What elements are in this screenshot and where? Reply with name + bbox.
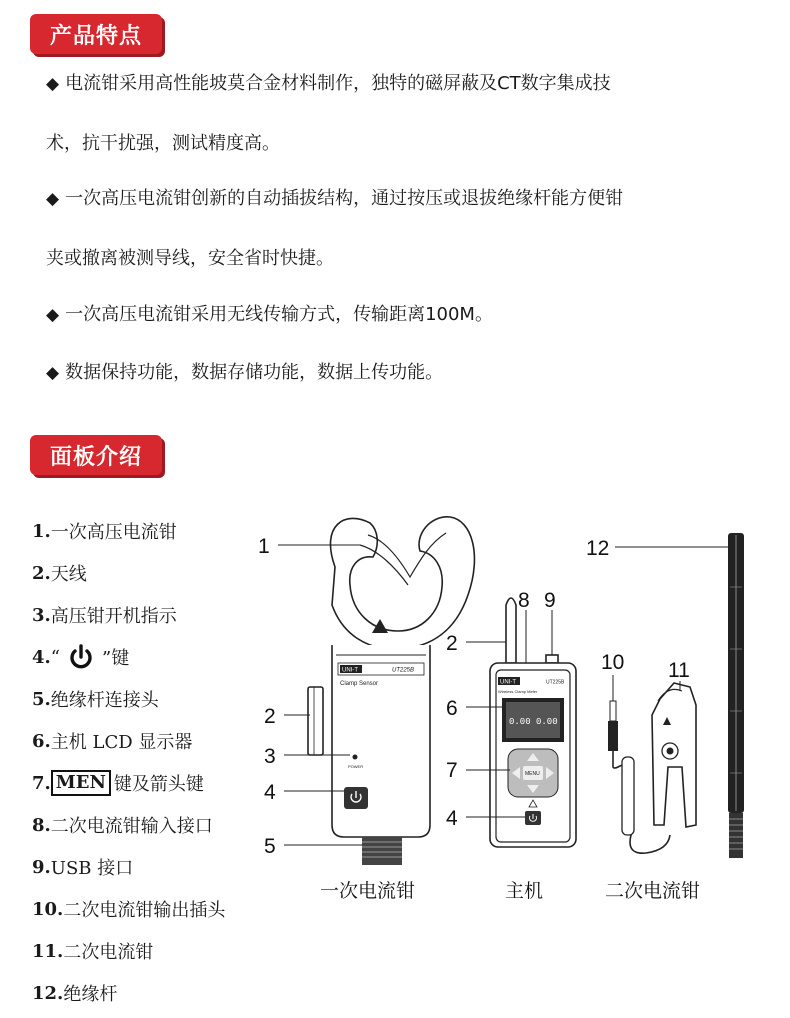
callout-6: 6 <box>446 697 458 720</box>
brand-text: UNI-T <box>342 667 358 674</box>
part-label: 键及箭头键 <box>113 774 204 795</box>
bullet-icon: ◆ <box>46 305 60 325</box>
callout-11: 11 <box>668 659 690 682</box>
callout-7: 7 <box>446 759 458 782</box>
bullet-icon: ◆ <box>46 189 60 209</box>
part-number: 8. <box>32 814 51 836</box>
secondary-clamp-illustration <box>608 683 696 853</box>
part-number: 2. <box>32 562 51 584</box>
feature-item-3 <box>46 302 766 328</box>
host-brand-text: UNI-T <box>500 679 516 686</box>
part-number: 3. <box>32 604 51 626</box>
part-item <box>32 846 225 888</box>
callout-4-clamp: 4 <box>264 781 276 804</box>
part-number: 6. <box>32 730 51 752</box>
part-item <box>32 762 225 804</box>
bullet-icon: ◆ <box>46 74 60 94</box>
feature-item-2-cont <box>46 246 766 272</box>
host-meter-illustration <box>490 598 576 847</box>
feature-line: 一次高压电流钳采用无线传输方式，传输距离100M。 <box>65 304 493 325</box>
rod-grip <box>729 813 743 858</box>
part-number: 5. <box>32 688 51 710</box>
part-label: 一次高压电流钳 <box>50 522 177 543</box>
callout-10: 10 <box>601 651 625 674</box>
part-number: 4. <box>32 646 51 668</box>
part-number: 1. <box>32 520 51 542</box>
part-label: 天线 <box>50 564 87 585</box>
part-item <box>32 720 225 762</box>
feature-item-4 <box>46 360 766 386</box>
part-item <box>32 678 225 720</box>
host-antenna <box>506 598 516 663</box>
callout-2-host: 2 <box>446 632 458 655</box>
caption-secondary-clamp: 二次电流钳 <box>605 880 701 902</box>
part-label: 主机 LCD 显示器 <box>50 732 193 753</box>
feature-item-1 <box>46 71 766 97</box>
callout-12: 12 <box>586 537 610 560</box>
part-label: 二次电流钳 <box>63 942 154 963</box>
part-item <box>32 594 225 636</box>
part-label: 高压钳开机指示 <box>50 606 177 627</box>
part-item <box>32 510 225 552</box>
part-item <box>32 972 225 1014</box>
features-title-banner: 产品特点 <box>30 14 162 54</box>
part-number: 9. <box>32 856 51 878</box>
part-number: 10. <box>32 898 64 920</box>
feature-line: 一次高压电流钳创新的自动插拔结构，通过按压或退拔绝缘杆能方便钳 <box>65 188 624 209</box>
part-item <box>32 552 225 594</box>
feature-line: 夹或撤离被测导线，安全省时快捷。 <box>46 248 334 269</box>
clamp-sensor-text: Clamp Sensor <box>340 681 379 687</box>
usb-port <box>546 655 558 663</box>
part-label: 二次电流钳输入接口 <box>50 816 213 837</box>
men-key-box: MEN <box>51 770 111 796</box>
part-label-close-quote: ”键 <box>102 648 130 669</box>
part-label: USB 接口 <box>50 858 134 879</box>
menu-key-text: MENU <box>525 771 540 777</box>
callout-3: 3 <box>264 745 276 768</box>
clamp-antenna <box>308 687 323 755</box>
callout-2-clamp: 2 <box>264 705 276 728</box>
insulation-rod-connector <box>362 837 402 865</box>
clamp-jaws <box>330 517 474 649</box>
part-label: 绝缘杆 <box>63 984 118 1005</box>
plug-handle <box>608 721 618 751</box>
feature-line: 电流钳采用高性能坡莫合金材料制作，独特的磁屏蔽及CT数字集成技 <box>65 73 611 94</box>
feature-line: 术，抗干扰强，测试精度高。 <box>46 133 280 154</box>
callout-9: 9 <box>544 589 556 612</box>
part-item <box>32 636 225 678</box>
panel-title-banner: 面板介绍 <box>30 435 162 475</box>
part-number: 7. <box>32 772 51 794</box>
clamp-model-text: UT225B <box>392 667 415 674</box>
caption-primary-clamp: 一次电流钳 <box>320 880 416 902</box>
feature-item-2 <box>46 186 766 212</box>
callout-5: 5 <box>264 835 276 858</box>
host-model-text: UT225B <box>546 679 565 686</box>
power-icon <box>66 644 96 670</box>
callout-8: 8 <box>518 589 530 612</box>
power-led <box>353 755 358 760</box>
device-diagram <box>250 505 780 910</box>
part-number: 11. <box>32 940 64 962</box>
part-label: 绝缘杆连接头 <box>50 690 159 711</box>
callout-1: 1 <box>258 535 270 558</box>
feature-line: 数据保持功能，数据存储功能，数据上传功能。 <box>65 362 444 383</box>
part-label: 二次电流钳输出插头 <box>63 900 226 921</box>
part-label-open-quote: “ <box>50 646 60 668</box>
insulation-rod-illustration <box>728 533 744 858</box>
output-plug <box>610 701 616 721</box>
part-item <box>32 804 225 846</box>
lcd-readout: 0.00 0.00 <box>509 717 558 727</box>
panel-parts-list <box>32 510 225 1014</box>
bullet-icon: ◆ <box>46 363 60 383</box>
part-item <box>32 888 225 930</box>
power-led-text: POWER <box>348 764 364 769</box>
callout-4-host: 4 <box>446 807 458 830</box>
host-subtitle-text: Wireless Clamp Meter <box>498 689 538 694</box>
feature-item-1-cont <box>46 131 766 157</box>
caption-host: 主机 <box>505 880 544 902</box>
part-number: 12. <box>32 982 64 1004</box>
part-item <box>32 930 225 972</box>
